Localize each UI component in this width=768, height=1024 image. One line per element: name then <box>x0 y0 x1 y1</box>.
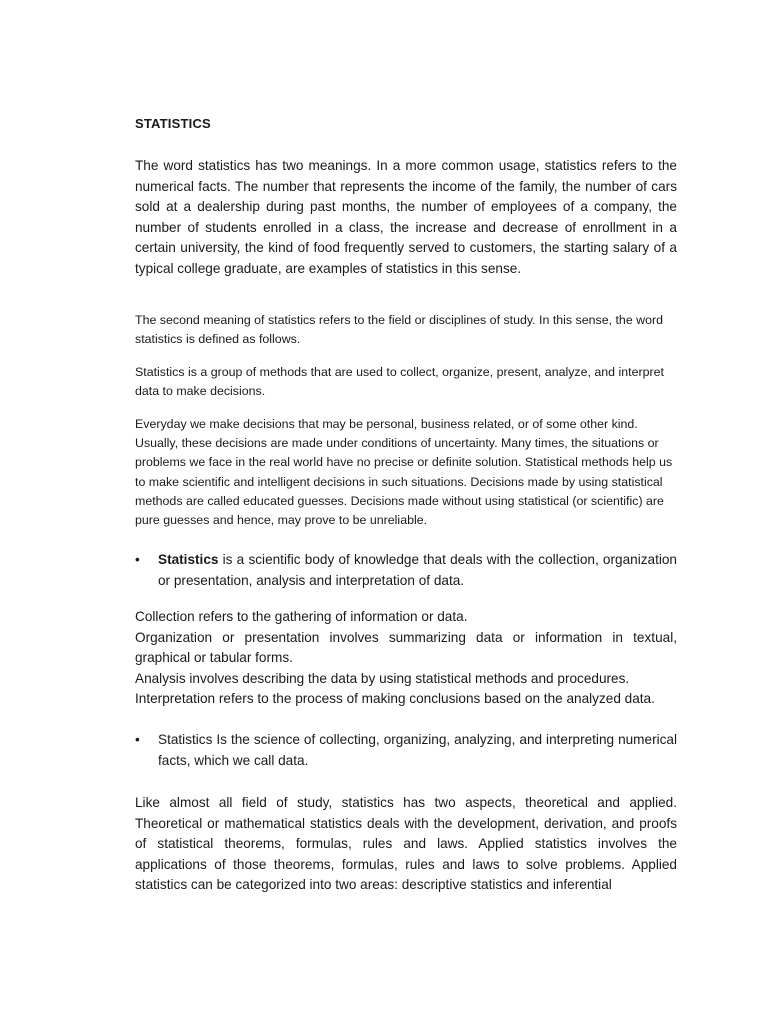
document-page <box>135 0 677 1024</box>
document-title: STATISTICS <box>135 116 211 131</box>
bullet-bold-term: Statistics <box>158 552 219 567</box>
bullet-text: Statistics Is the science of collecting, organizing, analyzing, and interpreting numerical facts, which we call data. <box>158 732 677 768</box>
definition-organization: Organization or presentation involves summarizing data or information in textual, graphical or tabular forms. <box>135 629 677 665</box>
paragraph-aspects: Like almost all field of study, statistics has two aspects, theoretical and applied. Theoretical or mathematical statistics deals with the development, derivation, and proofs of statistical theorems, formulas, rules and laws. Applied statistics involves the applications of those theorems, formulas, rules and laws to solve problems. Applied statistics can be categorized into two areas: descriptive statistics and inferential <box>135 795 677 892</box>
bullet-text <box>158 550 677 591</box>
paragraph-definition: Statistics is a group of methods that are used to collect, organize, present, analyze, and interpret data to make decisions. <box>135 365 664 399</box>
paragraph-meanings: The word statistics has two meanings. In a more common usage, statistics refers to the numerical facts. The number that represents the income of the family, the number of cars sold at a dealership during past months, the number of employees of a company, the number of students enrolled in a class, the increase and decrease of enrollment in a certain university, the kind of food frequently served to customers, the starting salary of a typical college graduate, are examples of statistics in this sense. <box>135 158 677 276</box>
paragraph-decisions: Everyday we make decisions that may be personal, business related, or of some other kind. Usually, these decisions are made under conditions of uncertainty. Many times, the situations or problems we face in the real world have no precise or definite solution. Statistical methods help us to make scientific and intelligent decisions in such situations. Decisions made by using statistical methods are called educated guesses. Decisions made without using statistical (or scientific) are pure guesses and hence, may prove to be unreliable. <box>135 417 673 528</box>
bullet-body-text: is a scientific body of knowledge that deals with the collection, organization or presentation, analysis and interpretation of data. <box>158 552 677 588</box>
definition-interpretation: Interpretation refers to the process of making conclusions based on the analyzed data. <box>135 691 655 706</box>
bullet-marker: • <box>135 552 140 567</box>
bullet-marker: • <box>135 732 140 747</box>
definition-collection: Collection refers to the gathering of information or data. <box>135 609 468 624</box>
paragraph-second-meaning: The second meaning of statistics refers to the field or disciplines of study. In this sense, the word statistics is defined as follows. <box>135 313 664 347</box>
definitions-block <box>135 607 677 710</box>
definition-analysis: Analysis involves describing the data by using statistical methods and procedures. <box>135 670 630 686</box>
